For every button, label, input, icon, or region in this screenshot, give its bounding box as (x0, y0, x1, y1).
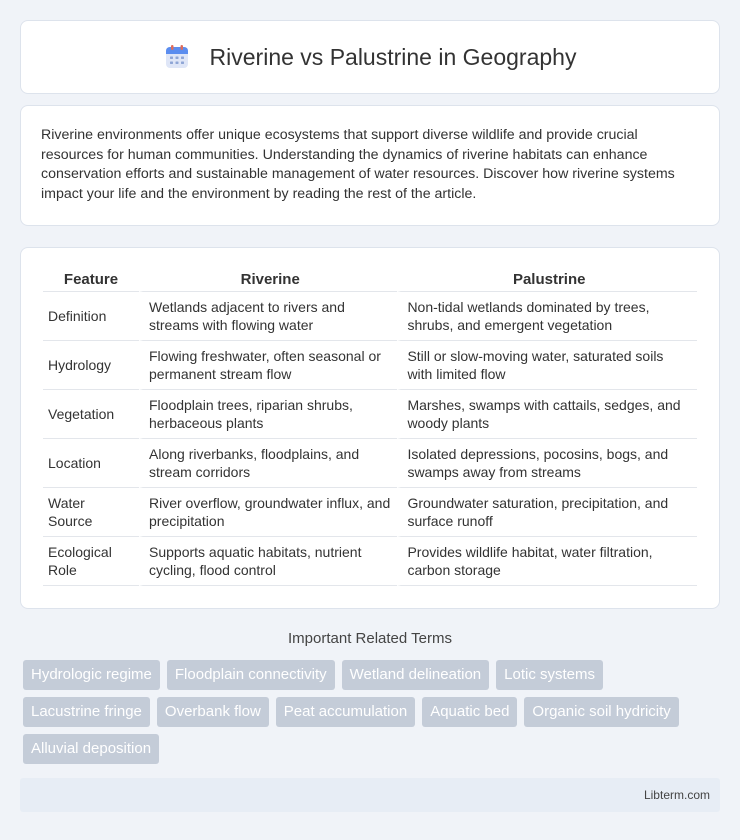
related-term-tag[interactable]: Peat accumulation (276, 697, 415, 727)
riverine-cell: River overflow, groundwater influx, and precipitation (139, 488, 397, 537)
riverine-cell: Flowing freshwater, often seasonal or permanent stream flow (139, 341, 397, 390)
calendar-icon (164, 44, 190, 70)
related-term-tag[interactable]: Alluvial deposition (23, 734, 159, 764)
header-riverine: Riverine (139, 268, 397, 292)
related-term-tag[interactable]: Floodplain connectivity (167, 660, 335, 690)
riverine-cell: Floodplain trees, riparian shrubs, herbaceous plants (139, 390, 397, 439)
feature-cell: Water Source (43, 488, 139, 537)
page-header (20, 20, 720, 94)
riverine-cell: Wetlands adjacent to rivers and streams with flowing water (139, 292, 397, 341)
related-term-tag[interactable]: Organic soil hydricity (524, 697, 678, 727)
footer-site-link[interactable]: Libterm.com (643, 788, 710, 802)
palustrine-cell: Marshes, swamps with cattails, sedges, and woody plants (397, 390, 697, 439)
header-palustrine: Palustrine (397, 268, 697, 292)
palustrine-cell: Still or slow-moving water, saturated soils with limited flow (397, 341, 697, 390)
page-footer (20, 778, 720, 812)
riverine-cell: Supports aquatic habitats, nutrient cycling, flood control (139, 537, 397, 586)
table-header-row (43, 268, 697, 292)
comparison-card (20, 247, 720, 609)
palustrine-cell: Groundwater saturation, precipitation, and surface runoff (397, 488, 697, 537)
related-term-tag[interactable]: Lotic systems (496, 660, 603, 690)
palustrine-cell: Provides wildlife habitat, water filtration, carbon storage (397, 537, 697, 586)
table-row (43, 341, 697, 390)
table-row (43, 488, 697, 537)
feature-cell: Definition (43, 292, 139, 341)
table-row (43, 537, 697, 586)
related-term-tag[interactable]: Lacustrine fringe (23, 697, 150, 727)
related-terms-title: Important Related Terms (288, 630, 452, 647)
feature-cell: Location (43, 439, 139, 488)
related-term-tag[interactable]: Hydrologic regime (23, 660, 160, 690)
header-feature: Feature (43, 268, 139, 292)
feature-cell: Vegetation (43, 390, 139, 439)
table-row (43, 439, 697, 488)
feature-cell: Ecological Role (43, 537, 139, 586)
related-term-tag[interactable]: Aquatic bed (422, 697, 517, 727)
comparison-table (43, 268, 697, 586)
intro-text: Riverine environments offer unique ecosystems that support diverse wildlife and provide crucial resources for human communities. Understanding the dynamics of riverine habitats can enhance conservation efforts and sustainable management of water resources. Discover how riverine systems impact your life and the environment by reading the rest of the article. (41, 127, 675, 202)
related-term-tag[interactable]: Overbank flow (157, 697, 269, 727)
related-term-tag[interactable]: Wetland delineation (342, 660, 489, 690)
palustrine-cell: Isolated depressions, pocosins, bogs, and swamps away from streams (397, 439, 697, 488)
riverine-cell: Along riverbanks, floodplains, and stream corridors (139, 439, 397, 488)
table-row (43, 292, 697, 341)
feature-cell: Hydrology (43, 341, 139, 390)
related-terms-list (23, 660, 720, 771)
intro-card (20, 105, 720, 226)
palustrine-cell: Non-tidal wetlands dominated by trees, shrubs, and emergent vegetation (397, 292, 697, 341)
page-title: Riverine vs Palustrine in Geography (209, 43, 577, 70)
table-row (43, 390, 697, 439)
